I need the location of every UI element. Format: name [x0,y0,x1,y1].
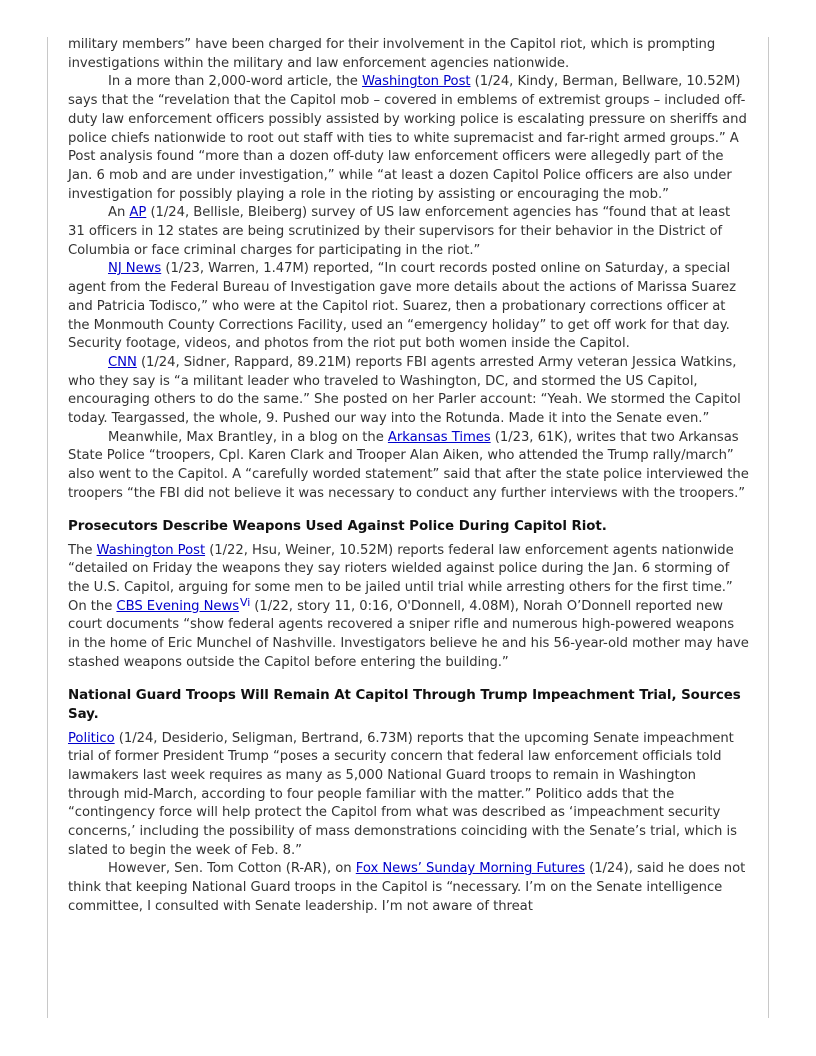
video-icon[interactable]: Vi [240,595,251,609]
link-washington-post-hsu[interactable]: Washington Post [96,542,206,558]
link-cbs-evening-news[interactable]: CBS Evening News [116,598,240,614]
paragraph-cotton [68,860,750,916]
section-heading-national-guard: National Guard Troops Will Remain At Capitol Through Trump Impeachment Trial, Sources Say. [68,687,741,722]
text: (1/24, Desiderio, Seligman, Bertrand, 6.73M) reports that the upcoming Senate impeachment trial of former President Trump “poses a security concern that federal law enforcement officials told lawmakers last week requires as many as 5,000 National Guard troops to remain in Washington through mid-March, according to four people familiar with the matter.” Politico adds that the “contingency force will help protect the Capitol from what was described as ‘impeachment security concerns,’ including the possibility of mass demonstrations coinciding with the Senate’s trial, which is slated to begin the week of Feb. 8.” [68,730,737,858]
text: Meanwhile, Max Brantley, in a blog on the [108,429,388,445]
text: (1/24, Bellisle, Bleiberg) survey of US law enforcement agencies has “found that at least 31 officers in 12 states are being scrutinized by their supervisors for their behavior in the District of Columbia or face criminal charges for participating in the riot.” [68,205,731,258]
text: In a more than 2,000-word article, the [108,74,362,90]
link-fox-news-sunday-morning-futures[interactable]: Fox News’ Sunday Morning Futures [355,861,585,877]
text: The [68,542,97,558]
section-heading-prosecutors: Prosecutors Describe Weapons Used Against Police During Capitol Riot. [68,518,607,534]
link-washington-post[interactable]: Washington Post [361,74,471,90]
text: (1/22, Hsu, Weiner, 10.52M) reports federal law enforcement agents nationwide “detailed on Friday the weapons they say rioters wielded against police during the Jan. 6 storming of the U.S. Capitol, arguing for some men to be jailed until trial while arresting others for the first time.” On the [68,542,734,614]
link-arkansas-times[interactable]: Arkansas Times [387,429,491,445]
text: (1/24, Sidner, Rappard, 89.21M) reports FBI agents arrested Army veteran Jessica Watkins, who they say is “a militant leader who traveled to Washington, DC, and stormed the US Capitol, encouraging others to do the same.” She posted on her Parler account: “Yeah. We stormed the Capitol today. Teargassed, the whole, 9. Pushed our way into the Rotunda. Made it into the Senate even.” [68,354,741,427]
paragraph-cnn [68,354,750,429]
paragraph-arkansas-times [68,429,750,504]
text: (1/22, story 11, 0:16, O'Donnell, 4.08M), Norah O’Donnell reported new court documents “show federal agents recovered a sniper rifle and numerous high-powered weapons in the home of Eric Munchel of Nashville. Investigators believe he and his 56-year-old mother may have stashed weapons outside the Capitol before entering the building.” [68,598,749,670]
text: (1/23, Warren, 1.47M) reported, “In court records posted online on Saturday, a special agent from the Federal Bureau of Investigation gave more details about the actions of Marissa Suarez and Patricia Todisco,” who were at the Capitol riot. Suarez, then a probationary corrections officer at the Monmouth County Corrections Facility, used an “emergency holiday” to get off work for that day. Security footage, videos, and photos from the riot put both women inside the Capitol. [68,261,736,352]
link-cnn[interactable]: CNN [108,354,137,370]
document-body [68,36,750,917]
paragraph-ap [68,204,750,260]
paragraph-washington-post-kindy [68,73,750,204]
paragraph-continuation: military members” have been charged for their involvement in the Capitol riot, which is prompting investigations within the military and law enforcement agencies nationwide. [68,37,716,71]
text: However, Sen. Tom Cotton (R-AR), on [108,861,356,877]
paragraph-nj-news [68,260,750,354]
text: An [108,205,130,221]
paragraph-politico [68,730,750,861]
link-nj-news[interactable]: NJ News [108,261,162,277]
paragraph-weapons [68,542,750,673]
text: (1/23, 61K), writes that two Arkansas State Police “troopers, Cpl. Karen Clark and Trooper Alan Aiken, who attended the Trump rally/march” also went to the Capitol. A “carefully worded statement” said that after the state police interviewed the troopers “the FBI did not believe it was necessary to conduct any further interviews with the troopers.” [68,429,749,501]
link-politico[interactable]: Politico [68,730,115,746]
text: (1/24), said he does not think that keeping National Guard troops in the Capitol is “necessary. I’m on the Senate intelligence committee, I consulted with Senate leadership. I’m not aware of threat [68,861,746,914]
link-ap[interactable]: AP [129,205,147,221]
text: (1/24, Kindy, Berman, Bellware, 10.52M) says that the “revelation that the Capitol mob – covered in emblems of extremist groups – included off-duty law enforcement officers possibly assisted by working police is escalating pressure on sheriffs and police chiefs nationwide to root out staff with ties to white supremacist and far-right armed groups.” A Post analysis found “more than a dozen off-duty law enforcement officers were allegedly part of the Jan. 6 mob and are under investigation,” while “at least a dozen Capitol Police officers are also under investigation for possibly playing a role in the rioting by assisting or encouraging the mob.” [68,74,747,202]
